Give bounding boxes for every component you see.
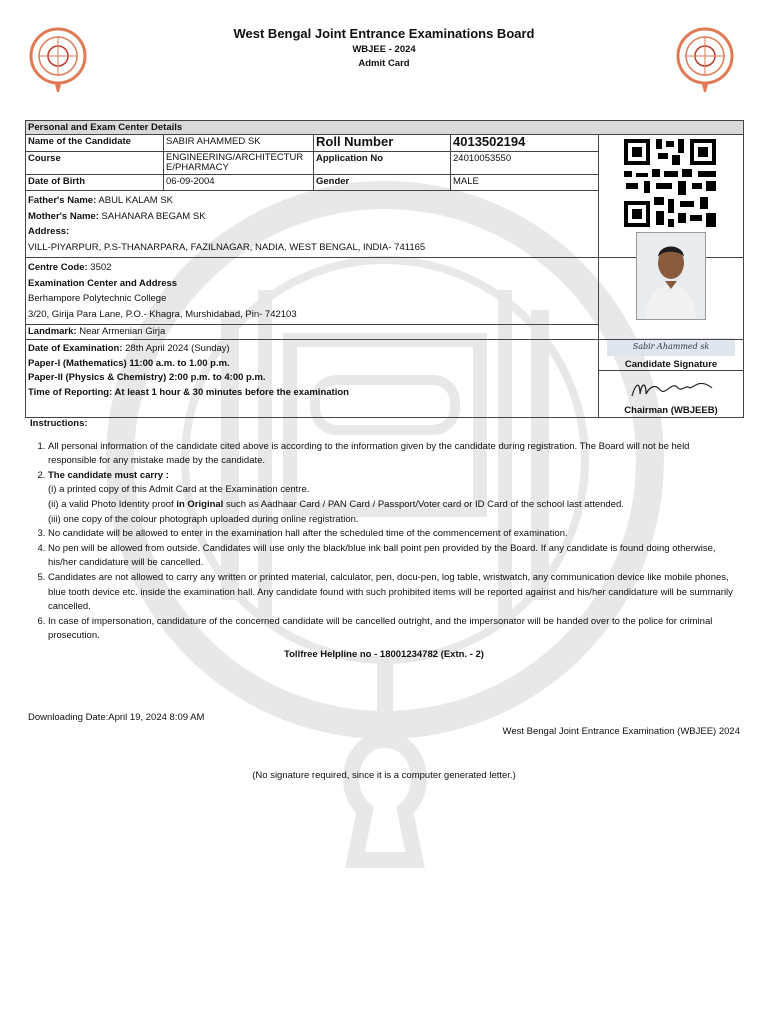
family-address-cell [26, 191, 599, 258]
exam-center-address: 3/20, Girija Para Lane, P.O.- Khagra, Murshidabad, Pin- 742103 [28, 308, 297, 320]
instruction-item [48, 469, 740, 527]
dob-value: 06-09-2004 [164, 175, 314, 191]
instruction-item: 6. In case of impersonation, candidature of the concerned candidate will be cancelled outright, and the impersonator will be handed over to the police for criminal prosecution. [48, 615, 740, 644]
exam-date-value: 28th April 2024 (Sunday) [125, 343, 230, 354]
address-label: Address: [28, 226, 70, 237]
name-label: Name of the Candidate [26, 135, 164, 152]
application-value: 24010053550 [451, 152, 599, 175]
carry-item-2 [48, 498, 740, 513]
dob-label: Date of Birth [26, 175, 164, 191]
instructions-title: Instructions: [30, 418, 88, 429]
roll-value: 4013502194 [451, 135, 599, 152]
chairman-signature [626, 374, 716, 402]
paper-1-timing: Paper-I (Mathematics) 11:00 a.m. to 1.00 p.m. [28, 357, 230, 369]
address-value: VILL-PIYARPUR, P.S-THANARPARA, FAZILNAGAR, NADIA, WEST BENGAL, INDIA- 741165 [28, 241, 426, 253]
exam-center-name: Berhampore Polytechnic College [28, 293, 167, 304]
candidate-signature-label: Candidate Signature [624, 359, 718, 370]
candidate-signature-cell [599, 340, 744, 371]
footer-exam-name: West Bengal Joint Entrance Examination (WBJEE) 2024 [502, 726, 740, 737]
father-value: ABUL KALAM SK [98, 195, 174, 206]
gender-label: Gender [314, 175, 451, 191]
landmark-cell [26, 325, 599, 340]
chairman-signature-cell [599, 371, 744, 418]
course-value: ENGINEERING/ARCHITECTURE/PHARMACY [164, 152, 314, 175]
paper-2-timing: Paper-II (Physics & Chemistry) 2:00 p.m. to 4:00 p.m. [28, 372, 266, 383]
instruction-item: 1. All personal information of the candidate cited above is according to the information given by the candidate during registration. The Board will not be held responsible for any mistake made by the candidate. [48, 440, 740, 469]
centre-code-value: 3502 [90, 262, 112, 273]
exam-date-label: Date of Examination: [28, 343, 123, 354]
instructions [30, 417, 740, 644]
instruction-item: 5. Candidates are not allowed to carry any written or printed material, calculator, pen, docu-pen, log table, wristwatch, any communication device like mobile phones, blue tooth device etc. inside the examination hall. Any candidate found with such prohibited items will be reported against and his/her candidature will be summarily cancelled. [48, 571, 740, 615]
carry-item-1: (i) a printed copy of this Admit Card at the Examination centre. [48, 484, 310, 496]
landmark-label: Landmark: [28, 326, 77, 337]
carry-item-2-pre: (ii) a valid Photo Identity proof [48, 498, 177, 510]
course-label: Course [26, 152, 164, 175]
centre-cell [26, 258, 599, 325]
instructions-list [30, 440, 740, 644]
name-value: SABIR AHAMMED SK [164, 135, 314, 152]
board-title: West Bengal Joint Entrance Examinations Board [233, 26, 535, 41]
mother-value: SAHANARA BEGAM SK [101, 210, 206, 222]
instruction-item: 3. No candidate will be allowed to enter in the examination hall after the scheduled time of the commencement of examination. [48, 527, 740, 542]
father-label: Father's Name: [28, 195, 97, 206]
candidate-photo [636, 232, 706, 320]
landmark-value: Near Armenian Girja [79, 326, 166, 337]
exam-center-label: Examination Center and Address [28, 277, 178, 289]
centre-code-label: Centre Code: [28, 262, 88, 273]
download-date: Downloading Date:April 19, 2024 8:09 AM [28, 712, 205, 723]
mother-label: Mother's Name: [28, 210, 99, 222]
qr-code [622, 137, 720, 233]
helpline: Tollfree Helpline no - 18001234782 (Extn. - 2) [284, 649, 484, 660]
roll-label: Roll Number [314, 135, 451, 152]
carry-heading: The candidate must carry : [48, 469, 169, 481]
photo-cell [599, 258, 744, 340]
exam-schedule-cell [26, 340, 599, 418]
computer-generated-note: (No signature required, since it is a computer generated letter.) [252, 770, 516, 781]
gender-value: MALE [451, 175, 599, 191]
carry-item-2-bold: in Original [176, 498, 224, 510]
document-type: Admit Card [358, 58, 410, 69]
chairman-label: Chairman (WBJEEB) [624, 405, 718, 416]
carry-item-3: (iii) one copy of the colour photograph uploaded during online registration. [48, 513, 359, 525]
details-table [25, 120, 744, 418]
exam-title: WBJEE - 2024 [352, 44, 416, 55]
instruction-item: 4. No pen will be allowed from outside. Candidates will use only the black/blue ink ball point pen provided by the Board. If any candidate is found doing otherwise, his/her candidature will be cancelled. [48, 542, 740, 571]
section-title: Personal and Exam Center Details [26, 121, 744, 135]
application-label: Application No [314, 152, 451, 175]
carry-item-2-post: such as Aadhaar Card / PAN Card / Passport/Voter card or ID Card of the school last attended. [223, 498, 624, 510]
candidate-signature: Sabir Ahammed sk [607, 338, 735, 356]
reporting-time: Time of Reporting: At least 1 hour & 30 minutes before the examination [28, 386, 349, 398]
